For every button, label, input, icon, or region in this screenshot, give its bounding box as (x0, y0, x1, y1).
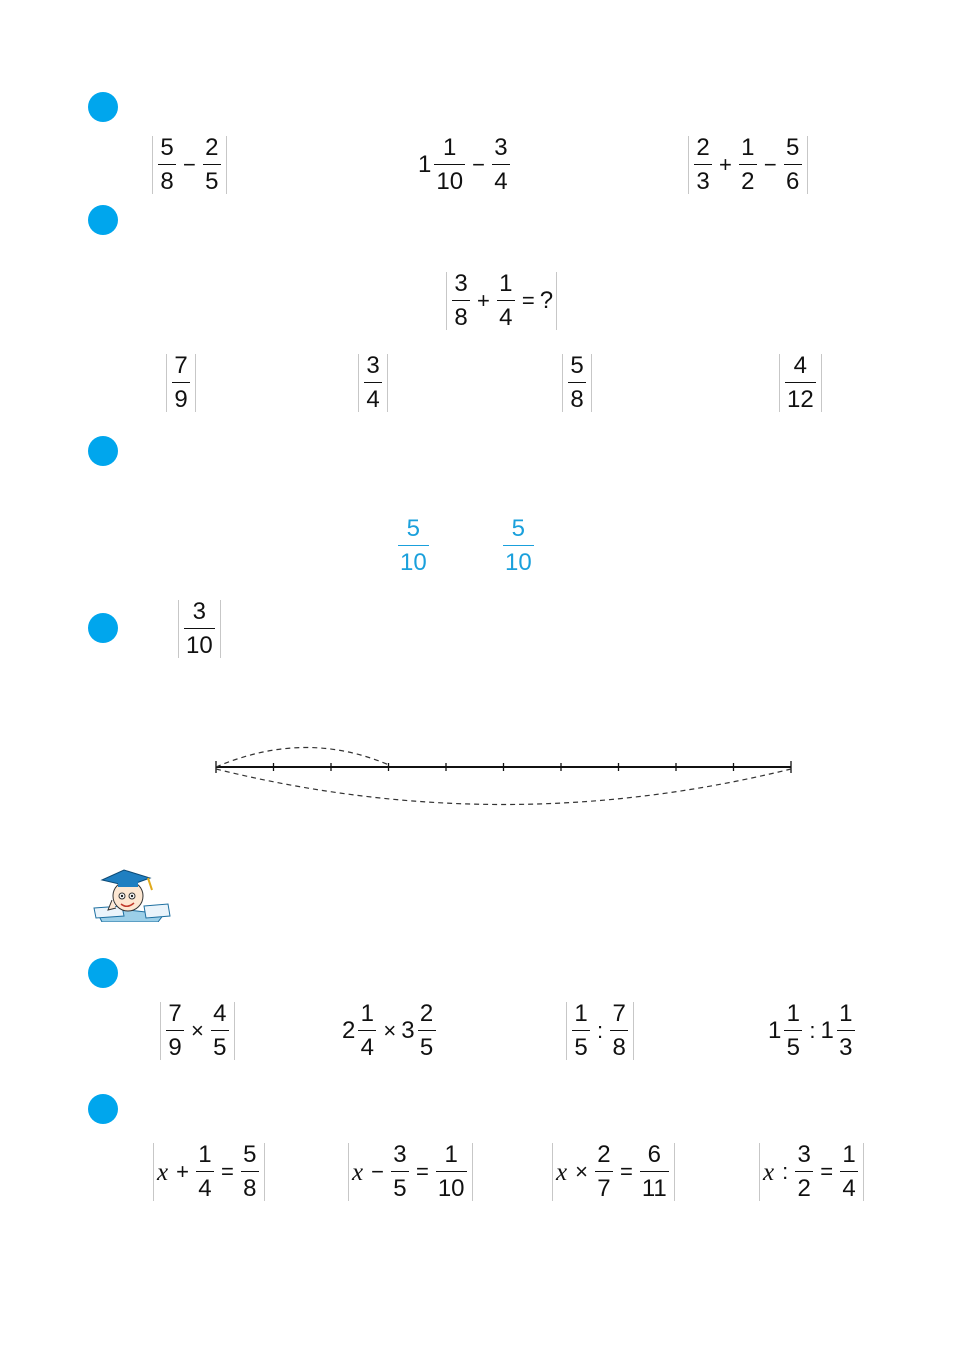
s5-expression-3: $\frac{1}{5}$ : $\frac{7}{8}$ (566, 1002, 634, 1060)
s1-expression-1 (152, 136, 227, 194)
s5-expression-4: 1 $\frac{1}{5}$ : 1 $\frac{1}{3}$ (768, 1002, 857, 1060)
s2-option-1[interactable]: $\frac{7}{9}$ (166, 354, 196, 412)
s6-equation-4: x : $\frac{3}{2}$ = $\frac{1}{4}$ (759, 1143, 864, 1201)
s2-option-3[interactable]: $\frac{5}{8}$ (562, 354, 592, 412)
student-mascot-icon (88, 866, 172, 922)
variable-x: x (763, 1158, 775, 1186)
exercise-bullet-4 (88, 613, 118, 643)
equals-sign: = (521, 288, 535, 313)
exercise-bullet-2 (88, 205, 118, 235)
long-arc (216, 769, 791, 805)
times-operator: × (383, 1018, 397, 1043)
minus-operator: − (472, 152, 485, 177)
s5-expression-1: $\frac{7}{9}$ × $\frac{4}{5}$ (160, 1002, 235, 1060)
divide-operator: : (809, 1018, 816, 1043)
equals-sign: = (619, 1159, 633, 1184)
equals-sign: = (415, 1159, 429, 1184)
variable-x: x (157, 1158, 169, 1186)
s4-fraction: $\frac{3}{10}$ (178, 600, 221, 658)
fraction: $\frac{3}{8}$ (452, 272, 470, 330)
divide-operator: : (597, 1018, 604, 1043)
s1-expression-3 (688, 136, 808, 194)
minus-operator: − (183, 152, 196, 177)
s6-equation-2: x − $\frac{3}{5}$ = $\frac{1}{10}$ (348, 1143, 473, 1201)
s2-option-4[interactable]: $\frac{4}{12}$ (779, 354, 822, 412)
fraction: $\frac{1}{2}$ (739, 136, 757, 194)
s2-question (446, 272, 557, 330)
variable-x: x (556, 1158, 568, 1186)
s5-expression-2: 2 $\frac{1}{4}$ × 3 $\frac{2}{5}$ (342, 1002, 438, 1060)
question-mark: ? (539, 287, 554, 314)
minus-operator: − (763, 152, 777, 177)
s6-equation-3: x × $\frac{2}{7}$ = $\frac{6}{11}$ (552, 1143, 675, 1201)
short-arc (216, 747, 389, 767)
fraction: $\frac{2}{5}$ (203, 136, 221, 194)
fraction: $\frac{1}{4}$ (497, 272, 515, 330)
fraction: $\frac{2}{3}$ (694, 136, 712, 194)
fraction: $\frac{3}{4}$ (492, 136, 510, 194)
s1-expression-2 (418, 136, 512, 194)
plus-operator: + (477, 288, 490, 313)
s2-option-2[interactable]: $\frac{3}{4}$ (358, 354, 388, 412)
fraction: $\frac{5}{8}$ (158, 136, 176, 194)
fraction: $\frac{5}{6}$ (784, 136, 802, 194)
s6-equation-1: x + $\frac{1}{4}$ = $\frac{5}{8}$ (153, 1143, 265, 1201)
s3-fraction-2: $\frac{5}{10}$ (505, 515, 532, 576)
number-line (205, 735, 805, 815)
plus-operator: + (719, 152, 732, 177)
equals-sign: = (820, 1159, 834, 1184)
equals-sign: = (220, 1159, 234, 1184)
s3-fraction-1: $\frac{5}{10}$ (400, 515, 427, 576)
variable-x: x (352, 1158, 364, 1186)
whole-number: 1 (418, 151, 432, 178)
times-operator: × (191, 1018, 204, 1043)
exercise-bullet-1 (88, 92, 118, 122)
exercise-bullet-6 (88, 1094, 118, 1124)
exercise-bullet-5 (88, 958, 118, 988)
exercise-bullet-3 (88, 436, 118, 466)
fraction: $\frac{1}{10}$ (436, 134, 464, 195)
